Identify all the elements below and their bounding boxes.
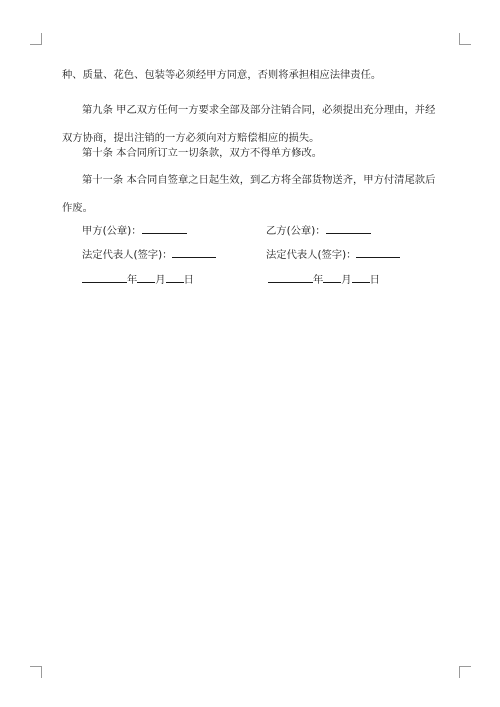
party-a-label: 甲方(公章)：: [82, 225, 142, 237]
corner-mark-bottom-left: [30, 666, 42, 678]
rep-b-label: 法定代表人(签字)：: [266, 249, 357, 261]
party-a-blank[interactable]: [142, 222, 187, 234]
party-a-seal-line: [82, 222, 187, 239]
date-a-day-label: 日: [183, 274, 194, 286]
date-b-year-label: 年: [313, 274, 324, 286]
date-a-day-blank[interactable]: [166, 271, 184, 283]
date-line-a: [82, 271, 194, 288]
date-b-year-blank[interactable]: [268, 271, 313, 283]
date-b-month-blank[interactable]: [323, 271, 341, 283]
date-b-day-label: 日: [369, 274, 380, 286]
paragraph-article-10: 第十条 本合同所订立一切条款，双方不得单方修改。: [82, 147, 323, 159]
date-a-month-label: 月: [155, 274, 166, 286]
date-line-b: [268, 271, 380, 288]
date-a-month-blank[interactable]: [137, 271, 155, 283]
rep-a-blank[interactable]: [172, 246, 216, 258]
paragraph-article-9: 第九条 甲乙双方任何一方要求全部及部分注销合同，必须提出充分理由，并经双方协商，提出注销的一方必须向对方赔偿相应的损失。: [62, 104, 436, 144]
rep-b-blank[interactable]: [356, 246, 400, 258]
date-b-day-blank[interactable]: [352, 271, 370, 283]
corner-mark-bottom-right: [459, 666, 471, 678]
date-a-year-blank[interactable]: [82, 271, 127, 283]
rep-a-sign-line: [82, 246, 216, 263]
rep-a-label: 法定代表人(签字)：: [82, 249, 173, 261]
corner-mark-top-right: [459, 33, 471, 45]
party-b-label: 乙方(公章)：: [266, 225, 326, 237]
rep-b-sign-line: [266, 246, 400, 263]
date-a-year-label: 年: [127, 274, 138, 286]
corner-mark-top-left: [30, 33, 42, 45]
paragraph-article-11: 第十一条 本合同自签章之日起生效，到乙方将全部货物送齐，甲方付清尾款后作废。: [62, 174, 436, 214]
party-b-blank[interactable]: [326, 222, 371, 234]
date-b-month-label: 月: [341, 274, 352, 286]
paragraph-continuation: 种、质量、花色、包装等必须经甲方同意，否则将承担相应法律责任。: [62, 69, 382, 81]
party-b-seal-line: [266, 222, 371, 239]
